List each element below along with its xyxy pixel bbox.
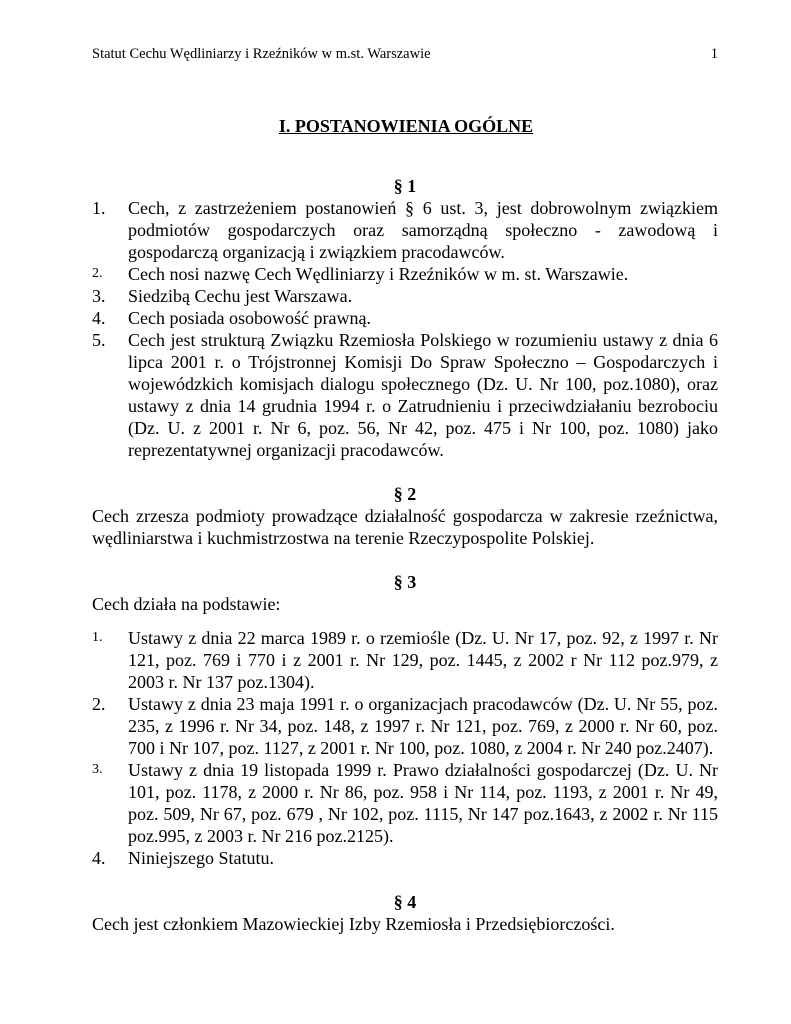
item-number: 1. xyxy=(92,198,106,218)
item-text: Ustawy z dnia 23 maja 1991 r. o organizacjach pracodawców (Dz. U. Nr 55, poz. 235, z 1996 r. Nr 34, poz. 148, z 1997 r. Nr 121, poz. 769, z 2000 r. Nr 60, poz. 700 i Nr 107, poz. 1127, z 2001 r. Nr 100, poz. 1080, z 2004 r. Nr 240 poz.2407). xyxy=(128,694,718,758)
document-body xyxy=(92,175,718,935)
section-4-text: Cech jest członkiem Mazowieckiej Izby Rzemiosła i Przedsiębiorczości. xyxy=(92,914,615,934)
running-header xyxy=(92,45,718,63)
section-3-title: § 3 xyxy=(393,572,417,592)
item-number: 3. xyxy=(92,286,106,306)
item-text: Ustawy z dnia 22 marca 1989 r. o rzemiośle (Dz. U. Nr 17, poz. 92, z 1997 r. Nr 121, poz. 769 i 770 i z 2001 r. Nr 129, poz. 1445, z 2002 r Nr 112 poz.979, z 2003 r. Nr 137 poz.1304). xyxy=(128,628,718,692)
item-number: 4. xyxy=(92,848,106,868)
section-3-list xyxy=(92,627,718,869)
item-number: 3. xyxy=(92,762,103,777)
section-3-intro: Cech działa na podstawie: xyxy=(92,594,281,614)
section-1-title: § 1 xyxy=(393,176,417,196)
item-number: 4. xyxy=(92,308,106,328)
list-item xyxy=(92,263,718,285)
section-2-text: Cech zrzesza podmioty prowadzące działalność gospodarcza w zakresie rzeźnictwa, wędliniarstwa i kuchmistrzostwa na terenie Rzeczypospolite Polskiej. xyxy=(92,506,718,548)
item-text: Niniejszego Statutu. xyxy=(128,848,274,868)
section-1-list xyxy=(92,197,718,461)
item-text: Cech jest strukturą Związku Rzemiosła Polskiego w rozumieniu ustawy z dnia 6 lipca 2001 r. o Trójstronnej Komisji Do Spraw Społeczno – Gospodarczych i wojewódzkich komisjach dialogu społecznego (Dz. U. Nr 100, poz.1080), oraz ustawy z dnia 14 grudnia 1994 r. o Zatrudnieniu i przeciwdziałaniu bezrobociu (Dz. U. z 2001 r. Nr 6, poz. 56, Nr 42, poz. 475 i Nr 100, poz. 1080) jako reprezentatywnej organizacji pracodawców. xyxy=(128,330,718,460)
list-item xyxy=(92,627,718,693)
header-title: Statut Cechu Wędliniarzy i Rzeźników w m.st. Warszawie xyxy=(92,46,431,62)
section-4-title: § 4 xyxy=(393,892,417,912)
page-number: 1 xyxy=(710,46,718,62)
list-item xyxy=(92,197,718,263)
item-text: Cech nosi nazwę Cech Wędliniarzy i Rzeźników w m. st. Warszawie. xyxy=(128,264,629,284)
list-item xyxy=(92,693,718,759)
list-item xyxy=(92,847,718,869)
item-number: 2. xyxy=(92,694,106,714)
list-item xyxy=(92,329,718,461)
list-item xyxy=(92,759,718,847)
item-text: Siedzibą Cechu jest Warszawa. xyxy=(128,286,353,306)
section-2-title: § 2 xyxy=(393,484,417,504)
item-number: 1. xyxy=(92,630,103,645)
item-number: 2. xyxy=(92,266,103,281)
chapter-title: I. POSTANOWIENIA OGÓLNE xyxy=(278,116,534,136)
list-item xyxy=(92,307,718,329)
item-text: Ustawy z dnia 19 listopada 1999 r. Prawo działalności gospodarczej (Dz. U. Nr 101, poz. 1178, z 2000 r. Nr 86, poz. 958 i Nr 114, poz. 1193, z 2001 r. Nr 49, poz. 509, Nr 67, poz. 679 , Nr 102, poz. 1115, Nr 147 poz.1643, z 2002 r. Nr 115 poz.995, z 2003 r. Nr 216 poz.2125). xyxy=(128,760,718,846)
item-number: 5. xyxy=(92,330,106,350)
item-text: Cech, z zastrzeżeniem postanowień § 6 ust. 3, jest dobrowolnym związkiem podmiotów gospodarczych oraz samorządną społeczno - zawodową i gospodarczą organizacją i związkiem pracodawców. xyxy=(128,198,718,262)
item-text: Cech posiada osobowość prawną. xyxy=(128,308,371,328)
list-item xyxy=(92,285,718,307)
